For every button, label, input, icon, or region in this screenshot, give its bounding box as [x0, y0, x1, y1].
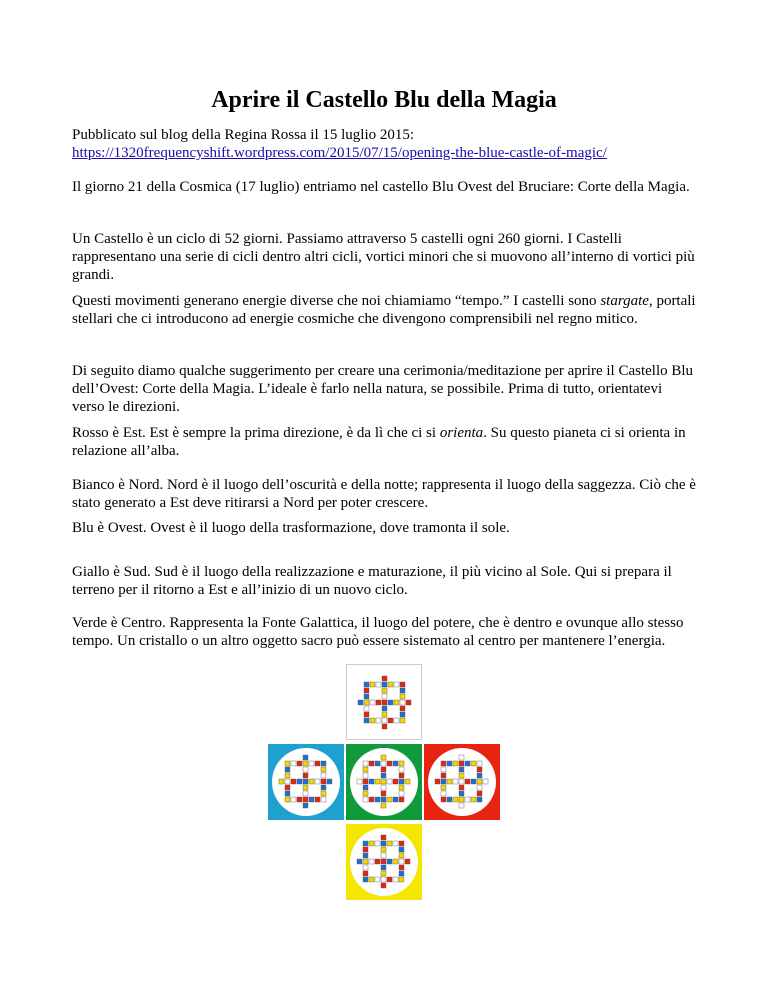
- pattern-square: [291, 797, 296, 802]
- pattern-square: [381, 877, 386, 882]
- pattern-square: [393, 761, 398, 766]
- pattern-square: [375, 859, 380, 864]
- pattern-square: [465, 779, 470, 784]
- tile-south: [346, 824, 422, 900]
- pattern-square: [297, 797, 302, 802]
- pattern-square: [327, 779, 332, 784]
- pattern-square: [399, 877, 404, 882]
- pattern-square: [363, 865, 368, 870]
- pattern-square: [400, 718, 405, 723]
- pattern-square: [381, 761, 386, 766]
- swirl-pattern: [272, 748, 340, 816]
- pattern-square: [364, 706, 369, 711]
- pattern-square: [381, 841, 386, 846]
- pattern-square: [381, 755, 386, 760]
- pattern-square: [363, 859, 368, 864]
- pattern-square: [363, 853, 368, 858]
- pattern-square: [315, 761, 320, 766]
- pattern-square: [376, 682, 381, 687]
- pattern-square: [400, 694, 405, 699]
- paragraph-3-emphasis: stargate,: [600, 293, 653, 309]
- pattern-square: [357, 859, 362, 864]
- pattern-square: [363, 779, 368, 784]
- pattern-square: [387, 841, 392, 846]
- pattern-square: [370, 718, 375, 723]
- pattern-square: [441, 779, 446, 784]
- paragraph-3-text-a: Questi movimenti generano energie diverse che noi chiamiamo “tempo.” I castelli sono: [72, 293, 601, 309]
- pattern-square: [441, 791, 446, 796]
- pattern-square: [382, 688, 387, 693]
- pattern-square: [393, 797, 398, 802]
- pattern-square: [363, 797, 368, 802]
- pattern-square: [363, 791, 368, 796]
- pattern-square: [459, 779, 464, 784]
- pattern-square: [321, 761, 326, 766]
- tile-center: [346, 744, 422, 820]
- pattern-square: [376, 700, 381, 705]
- pattern-square: [309, 761, 314, 766]
- pattern-square: [399, 853, 404, 858]
- pattern-square: [285, 785, 290, 790]
- paragraph-4-text: Di seguito diamo qualche suggerimento per creare una cerimonia/meditazione per aprire il Castello Blu dell’Ovest: Corte della Magia. L’ideale è farlo nella natura, se possibile. Prima di tutto, orientatevi verso le direzioni.: [72, 363, 694, 415]
- paragraph-9: Verde è Centro. Rappresenta la Fonte Galattica, il luogo del potere, che è dentro e ovunque allo stesso tempo. Un cristallo o un altro oggetto sacro può essere sistemato al centro per mantenere l’energia.: [72, 615, 684, 649]
- pattern-square: [382, 706, 387, 711]
- pattern-square: [297, 779, 302, 784]
- pattern-square: [375, 761, 380, 766]
- paragraph-5: [72, 424, 696, 460]
- pattern-square: [459, 761, 464, 766]
- pattern-square: [321, 797, 326, 802]
- pattern-square: [459, 785, 464, 790]
- paragraph-8: Giallo è Sud. Sud è il luogo della realizzazione e maturazione, il più vicino al Sole. Qui si prepara il terreno per il ritorno a Est e all’inizio di un nuovo ciclo.: [72, 564, 672, 598]
- paragraph-3-text-b: portali stellari che ci introducono ad energie cosmiche che divengono comprensibili nel regno mitico.: [72, 293, 696, 327]
- pattern-square: [303, 791, 308, 796]
- tile-east: [424, 744, 500, 820]
- pattern-square: [477, 767, 482, 772]
- pattern-square: [459, 773, 464, 778]
- pattern-square: [321, 791, 326, 796]
- pattern-square: [441, 785, 446, 790]
- pattern-square: [393, 877, 398, 882]
- pattern-square: [363, 761, 368, 766]
- pattern-square: [381, 767, 386, 772]
- pattern-square: [370, 700, 375, 705]
- paragraph-2: Un Castello è un ciclo di 52 giorni. Passiamo attraverso 5 castelli ogni 260 giorni. I Castelli rappresentano una serie di cicli dentro altri cicli, vortici minori che si muovono all’interno di vortici più grandi.: [72, 231, 695, 283]
- pattern-square: [399, 779, 404, 784]
- pattern-square: [387, 859, 392, 864]
- pattern-square: [399, 847, 404, 852]
- pattern-square: [400, 700, 405, 705]
- pattern-square: [363, 785, 368, 790]
- pattern-square: [453, 797, 458, 802]
- pattern-square: [291, 779, 296, 784]
- pattern-square: [285, 779, 290, 784]
- pattern-square: [369, 779, 374, 784]
- pattern-square: [382, 718, 387, 723]
- pattern-square: [400, 682, 405, 687]
- pattern-square: [363, 767, 368, 772]
- pattern-square: [321, 773, 326, 778]
- pattern-square: [321, 779, 326, 784]
- pattern-square: [381, 853, 386, 858]
- pattern-square: [303, 761, 308, 766]
- pattern-square: [364, 712, 369, 717]
- pattern-square: [400, 688, 405, 693]
- pattern-square: [363, 847, 368, 852]
- pattern-square: [477, 797, 482, 802]
- swirl-pattern: [350, 828, 418, 896]
- pattern-square: [459, 791, 464, 796]
- pattern-square: [381, 785, 386, 790]
- pattern-square: [388, 718, 393, 723]
- pattern-square: [399, 761, 404, 766]
- pattern-square: [285, 761, 290, 766]
- pattern-square: [405, 859, 410, 864]
- pattern-square: [309, 797, 314, 802]
- pattern-square: [375, 797, 380, 802]
- pattern-square: [381, 859, 386, 864]
- pattern-square: [387, 877, 392, 882]
- swirl-pattern: [350, 748, 418, 816]
- pattern-square: [364, 688, 369, 693]
- paragraph-3: [72, 292, 696, 328]
- pattern-square: [303, 803, 308, 808]
- pattern-square: [477, 791, 482, 796]
- pattern-square: [381, 871, 386, 876]
- pattern-square: [303, 779, 308, 784]
- pattern-square: [459, 797, 464, 802]
- pattern-square: [382, 694, 387, 699]
- pattern-square: [399, 865, 404, 870]
- pattern-square: [477, 773, 482, 778]
- published-line: Pubblicato sul blog della Regina Rossa il 15 luglio 2015:: [72, 127, 415, 143]
- pattern-square: [376, 718, 381, 723]
- pattern-square: [453, 761, 458, 766]
- pattern-square: [364, 718, 369, 723]
- pattern-square: [382, 700, 387, 705]
- pattern-square: [315, 797, 320, 802]
- pattern-square: [435, 779, 440, 784]
- pattern-square: [375, 877, 380, 882]
- pattern-square: [357, 779, 362, 784]
- pattern-square: [381, 865, 386, 870]
- north-disc: [351, 669, 419, 737]
- pattern-square: [382, 712, 387, 717]
- pattern-square: [309, 779, 314, 784]
- pattern-square: [399, 841, 404, 846]
- pattern-square: [441, 767, 446, 772]
- pattern-square: [399, 785, 404, 790]
- published-paragraph: [72, 126, 696, 162]
- pattern-square: [285, 773, 290, 778]
- pattern-square: [441, 773, 446, 778]
- pattern-square: [399, 871, 404, 876]
- pattern-square: [369, 859, 374, 864]
- pattern-square: [399, 797, 404, 802]
- pattern-square: [285, 767, 290, 772]
- swirl-pattern: [351, 669, 419, 737]
- pattern-square: [387, 761, 392, 766]
- tile-west: [268, 744, 344, 820]
- pattern-square: [399, 791, 404, 796]
- pattern-square: [387, 779, 392, 784]
- pattern-square: [321, 785, 326, 790]
- pattern-square: [453, 779, 458, 784]
- paragraph-5-emphasis: orienta: [439, 425, 484, 441]
- west-disc: [272, 748, 340, 816]
- pattern-square: [369, 877, 374, 882]
- pattern-square: [369, 797, 374, 802]
- pattern-square: [465, 797, 470, 802]
- pattern-square: [477, 761, 482, 766]
- pattern-square: [465, 761, 470, 766]
- pattern-square: [441, 761, 446, 766]
- paragraph-5-text-a: Rosso è Est. Est è sempre la prima direzione, è da lì che ci si: [72, 425, 440, 441]
- pattern-square: [363, 877, 368, 882]
- pattern-square: [370, 682, 375, 687]
- pattern-square: [388, 682, 393, 687]
- pattern-square: [369, 761, 374, 766]
- paragraph-1: Il giorno 21 della Cosmica (17 luglio) entriamo nel castello Blu Ovest del Bruciare: Corte della Magia.: [72, 179, 690, 195]
- pattern-square: [387, 797, 392, 802]
- pattern-square: [447, 797, 452, 802]
- pattern-square: [303, 797, 308, 802]
- pattern-square: [477, 779, 482, 784]
- pattern-square: [394, 718, 399, 723]
- pattern-square: [363, 871, 368, 876]
- page-title: Aprire il Castello Blu della Magia: [211, 87, 557, 113]
- pattern-square: [399, 767, 404, 772]
- pattern-square: [441, 797, 446, 802]
- pattern-square: [483, 779, 488, 784]
- pattern-square: [447, 761, 452, 766]
- paragraph-6: Bianco è Nord. Nord è il luogo dell’oscurità e della notte; rappresenta il luogo della saggezza. Ciò che è stato generato a Est deve ritirarsi a Nord per poter crescere.: [72, 477, 696, 511]
- pattern-square: [369, 841, 374, 846]
- pattern-square: [291, 761, 296, 766]
- pattern-square: [447, 779, 452, 784]
- pattern-square: [381, 803, 386, 808]
- center-disc: [350, 748, 418, 816]
- south-disc: [350, 828, 418, 896]
- pattern-square: [399, 773, 404, 778]
- pattern-square: [406, 700, 411, 705]
- swirl-pattern: [428, 748, 496, 816]
- pattern-square: [400, 712, 405, 717]
- pattern-square: [393, 841, 398, 846]
- pattern-square: [364, 700, 369, 705]
- pattern-square: [303, 767, 308, 772]
- pattern-square: [459, 767, 464, 772]
- pattern-square: [279, 779, 284, 784]
- pattern-square: [393, 779, 398, 784]
- pattern-square: [459, 755, 464, 760]
- pattern-square: [303, 785, 308, 790]
- pattern-square: [363, 773, 368, 778]
- pattern-square: [303, 755, 308, 760]
- pattern-square: [315, 779, 320, 784]
- pattern-square: [382, 724, 387, 729]
- pattern-square: [297, 761, 302, 766]
- pattern-square: [471, 779, 476, 784]
- east-disc: [428, 748, 496, 816]
- pattern-square: [394, 682, 399, 687]
- tile-north: [346, 664, 422, 740]
- pattern-square: [393, 859, 398, 864]
- paragraph-7: Blu è Ovest. Ovest è il luogo della trasformazione, dove tramonta il sole.: [72, 520, 510, 536]
- pattern-square: [381, 773, 386, 778]
- pattern-square: [381, 835, 386, 840]
- pattern-square: [381, 847, 386, 852]
- pattern-square: [364, 694, 369, 699]
- castle-cross-figure: [268, 664, 500, 912]
- pattern-square: [285, 791, 290, 796]
- pattern-square: [459, 803, 464, 808]
- pattern-square: [364, 682, 369, 687]
- pattern-square: [375, 779, 380, 784]
- pattern-square: [394, 700, 399, 705]
- pattern-square: [405, 779, 410, 784]
- pattern-square: [303, 773, 308, 778]
- paragraph-5-text-b: . Su questo pianeta ci si orienta in relazione all’alba.: [72, 425, 686, 459]
- pattern-square: [375, 841, 380, 846]
- pattern-square: [382, 682, 387, 687]
- pattern-square: [382, 676, 387, 681]
- source-link[interactable]: https://1320frequencyshift.wordpress.com/2015/07/15/opening-the-blue-castle-of-magic/: [72, 145, 607, 161]
- pattern-square: [399, 859, 404, 864]
- pattern-square: [381, 791, 386, 796]
- pattern-square: [285, 797, 290, 802]
- paragraph-4: [72, 362, 696, 416]
- pattern-square: [381, 779, 386, 784]
- pattern-square: [477, 785, 482, 790]
- pattern-square: [358, 700, 363, 705]
- pattern-square: [388, 700, 393, 705]
- pattern-square: [471, 761, 476, 766]
- pattern-square: [471, 797, 476, 802]
- pattern-square: [381, 797, 386, 802]
- pattern-square: [381, 883, 386, 888]
- pattern-square: [400, 706, 405, 711]
- pattern-square: [321, 767, 326, 772]
- pattern-square: [363, 841, 368, 846]
